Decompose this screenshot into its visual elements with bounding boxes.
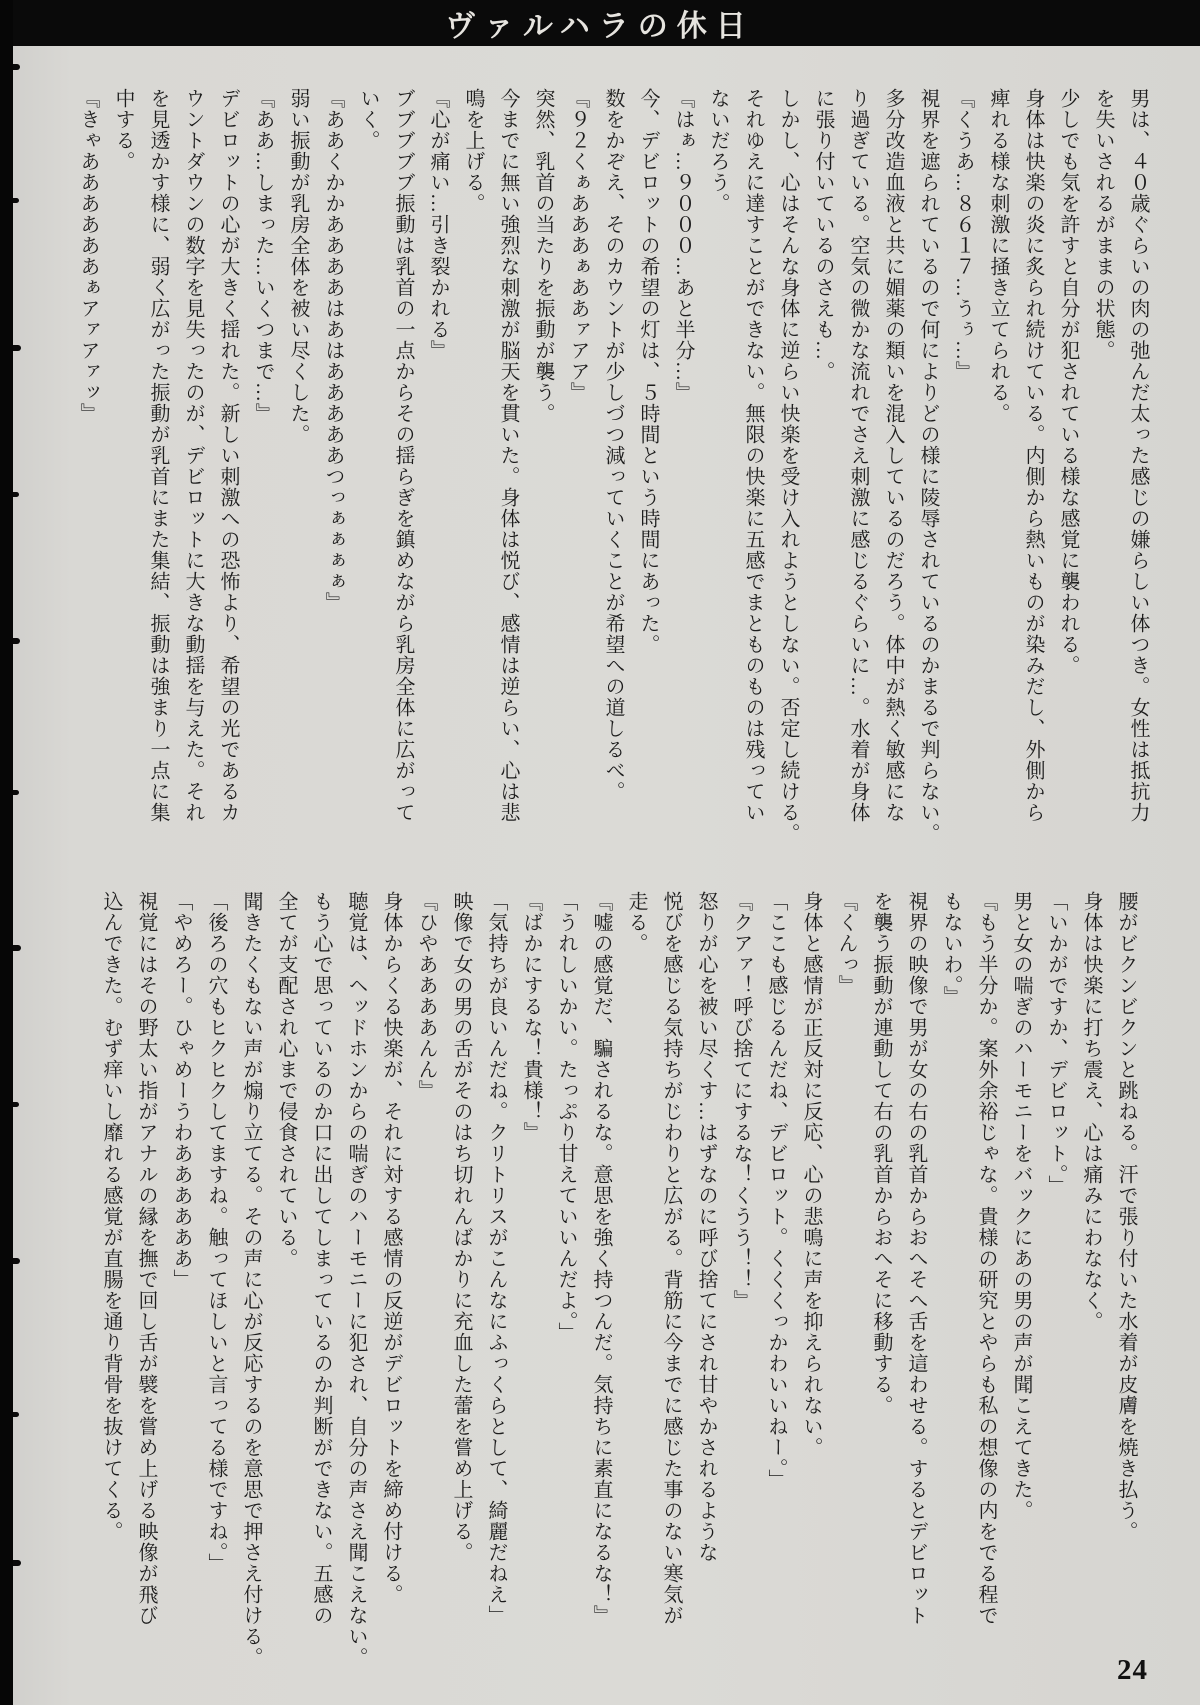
text-column: 『ひやああああんん』 (415, 891, 437, 1101)
text-column: 「うれしいかい。たっぷり甘えていいんだよ。」 (555, 891, 577, 1343)
text-column: 視界の映像で男が女の右の乳首からおへそへ舌を這わせる。するとデビロット (905, 891, 927, 1626)
text-column: 『はぁ…９０００…あと半分…』 (672, 88, 694, 403)
text-column: 弱い振動が乳房全体を被い尽くした。 (287, 88, 309, 445)
text-column: り過ぎている。空気の微かな流れでさえ刺激に感じるぐらいに…。水着が身体 (847, 88, 869, 823)
upper-text-band (78, 88, 1148, 878)
text-column: 『ああくかかああああはあはあああああつっぁぁぁぁ』 (322, 88, 344, 613)
text-column: 『ばかにするな！貴様！』 (520, 891, 542, 1143)
text-column: 腰がビクンビクンと跳ねる。汗で張り付いた水着が皮膚を焼き払う。 (1115, 891, 1137, 1542)
binding-speck (13, 638, 20, 644)
binding-speck (13, 492, 19, 497)
text-column: しかし、心はそんな身体に逆らい快楽を受け入れようとしない。否定し続ける。 (777, 88, 799, 844)
text-column: デビロットの心が大きく揺れた。新しい刺激への恐怖より、希望の光であるカ (217, 88, 239, 823)
text-column: 『くんっ』 (835, 891, 857, 996)
text-column: 走る。 (625, 891, 647, 954)
text-column: 今までに無い強烈な刺激が脳天を貫いた。身体は悦び、感情は逆らい、心は悲 (497, 88, 519, 823)
text-column: ないだろう。 (707, 88, 729, 214)
text-column: を失いされるがままの状態。 (1092, 88, 1114, 361)
binding-edge (0, 0, 13, 1705)
lower-text-band (101, 891, 1136, 1681)
text-column: もう心で思っているのか口に出してしまっているのか判断ができない。五感の (310, 891, 332, 1626)
text-column: いく。 (357, 88, 379, 151)
page-title: ヴァルハラの休日 (445, 10, 755, 43)
binding-speck (13, 790, 19, 795)
text-column: に張り付いているのさえも…。 (812, 88, 834, 382)
binding-speck (13, 198, 19, 203)
text-column: それゆえに達すことができない。無限の快楽に五感でまとものものは残ってい (742, 88, 764, 823)
binding-speck (13, 1102, 19, 1107)
text-column: 『もう半分か。案外余裕じゃな。貴様の研究とやらも私の想像の内をでる程で (975, 891, 997, 1626)
title-banner (0, 0, 1200, 46)
text-column: を襲う振動が連動して右の乳首からおへそに移動する。 (870, 891, 892, 1416)
text-column: 「ここも感じるんだね、デビロット。くくくっかわいいねー。」 (765, 891, 787, 1490)
text-column: 『９２くぁあああぁああァアア』 (567, 88, 589, 403)
binding-speck (13, 345, 21, 351)
text-column: 聴覚は、ヘッドホンからの喘ぎのハーモニーに犯され、自分の声さえ聞こえない。 (345, 891, 367, 1668)
text-column: 『心が痛い…引き裂かれる』 (427, 88, 449, 361)
text-column: 突然、乳首の当たりを振動が襲う。 (532, 88, 554, 424)
text-column: 「気持ちが良いんだね。クリトリスがこんなにふっくらとして、綺麗だねえ」 (485, 891, 507, 1626)
text-column: 痺れる様な刺激に掻き立てられる。 (987, 88, 1009, 424)
text-column: 少しでも気を許すと自分が犯されている様な感覚に襲われる。 (1057, 88, 1079, 676)
text-column: 今、デビロットの希望の灯は、５時間という時間にあった。 (637, 88, 659, 655)
binding-speck (13, 1560, 21, 1566)
text-column: 男と女の喘ぎのハーモニーをバックにあの男の声が聞こえてきた。 (1010, 891, 1032, 1521)
text-column: 男は、４０歳ぐらいの肉の弛んだ太った感じの嫌らしい体つき。女性は抵抗力 (1127, 88, 1149, 823)
text-column: 視覚にはその野太い指がアナルの縁を撫で回し舌が襞を嘗め上げる映像が飛び (135, 891, 157, 1626)
text-column: を見透かす様に、弱く広がった振動が乳首にまた集結、振動は強まり一点に集 (147, 88, 169, 823)
text-column: 身体からくる快楽が、それに対する感情の反逆がデビロットを締め付ける。 (380, 891, 402, 1605)
binding-speck (13, 64, 20, 70)
text-column: 身体は快楽に打ち震え、心は痛みにわななく。 (1080, 891, 1102, 1332)
text-column: 全てが支配され心まで侵食されている。 (275, 891, 297, 1269)
text-column: 『ああ…しまった…いくつまで…』 (252, 88, 274, 424)
binding-speck (13, 1258, 20, 1264)
text-column: 聞きたくもない声が煽り立てる。その声に心が反応するのを意思で押さえ付ける。 (240, 891, 262, 1668)
text-column: ブブブブブ振動は乳首の一点からその揺らぎを鎮めながら乳房全体に広がって (392, 88, 414, 823)
binding-speck (13, 945, 21, 951)
text-column: ウントダウンの数字を見失ったのが、デビロットに大きな動揺を与えた。それ (182, 88, 204, 823)
text-column: 身体は快楽の炎に炙られ続けている。内側から熱いものが染みだし、外側から (1022, 88, 1044, 823)
text-column: 「いかがですか、デビロット。」 (1045, 891, 1067, 1196)
text-column: 「後ろの穴もヒクヒクしてますね。触ってほしいと言ってる様ですね。」 (205, 891, 227, 1574)
text-column: 『きゃああああああぁアァアァッ』 (77, 88, 99, 424)
text-column: 悦びを感じる気持ちがじわりと広がる。背筋に今までに感じた事のない寒気が (660, 891, 682, 1626)
text-column: 視界を遮られているので何によりどの様に陵辱されているのかまるで判らない。 (917, 88, 939, 844)
text-column: 身体と感情が正反対に反応、心の悲鳴に声を抑えられない。 (800, 891, 822, 1458)
text-column: 多分改造血液と共に媚薬の類いを混入しているのだろう。体中が熱く敏感にな (882, 88, 904, 823)
text-column: 怒りが心を被い尽くす…はずなのに呼び捨てにされ甘やかされるような (695, 891, 717, 1563)
text-column: もないわ。』 (940, 891, 962, 1007)
text-column: 『嘘の感覚だ、騙されるな。意思を強く持つんだ。気持ちに素直になるな！』 (590, 891, 612, 1626)
text-column: 鳴を上げる。 (462, 88, 484, 214)
text-column: 「やめろー。ひゃめーうわああああああ」 (170, 891, 192, 1290)
text-column: 数をかぞえ、そのカウントが少しづつ減っていくことが希望への道しるべ。 (602, 88, 624, 802)
text-column: 込んできた。むず痒いし靡れる感覚が直腸を通り背骨を抜けてくる。 (100, 891, 122, 1542)
text-column: 中する。 (112, 88, 134, 172)
text-column: 映像で女の男の舌がそのはち切れんばかりに充血した蕾を嘗め上げる。 (450, 891, 472, 1563)
text-column: 『くうあ…８６１７…うぅ…』 (952, 88, 974, 382)
binding-speck (13, 1412, 19, 1417)
page-number: 24 (1117, 1654, 1148, 1686)
text-column: 『クアァ！呼び捨てにするな！くうう！！』 (730, 891, 752, 1311)
